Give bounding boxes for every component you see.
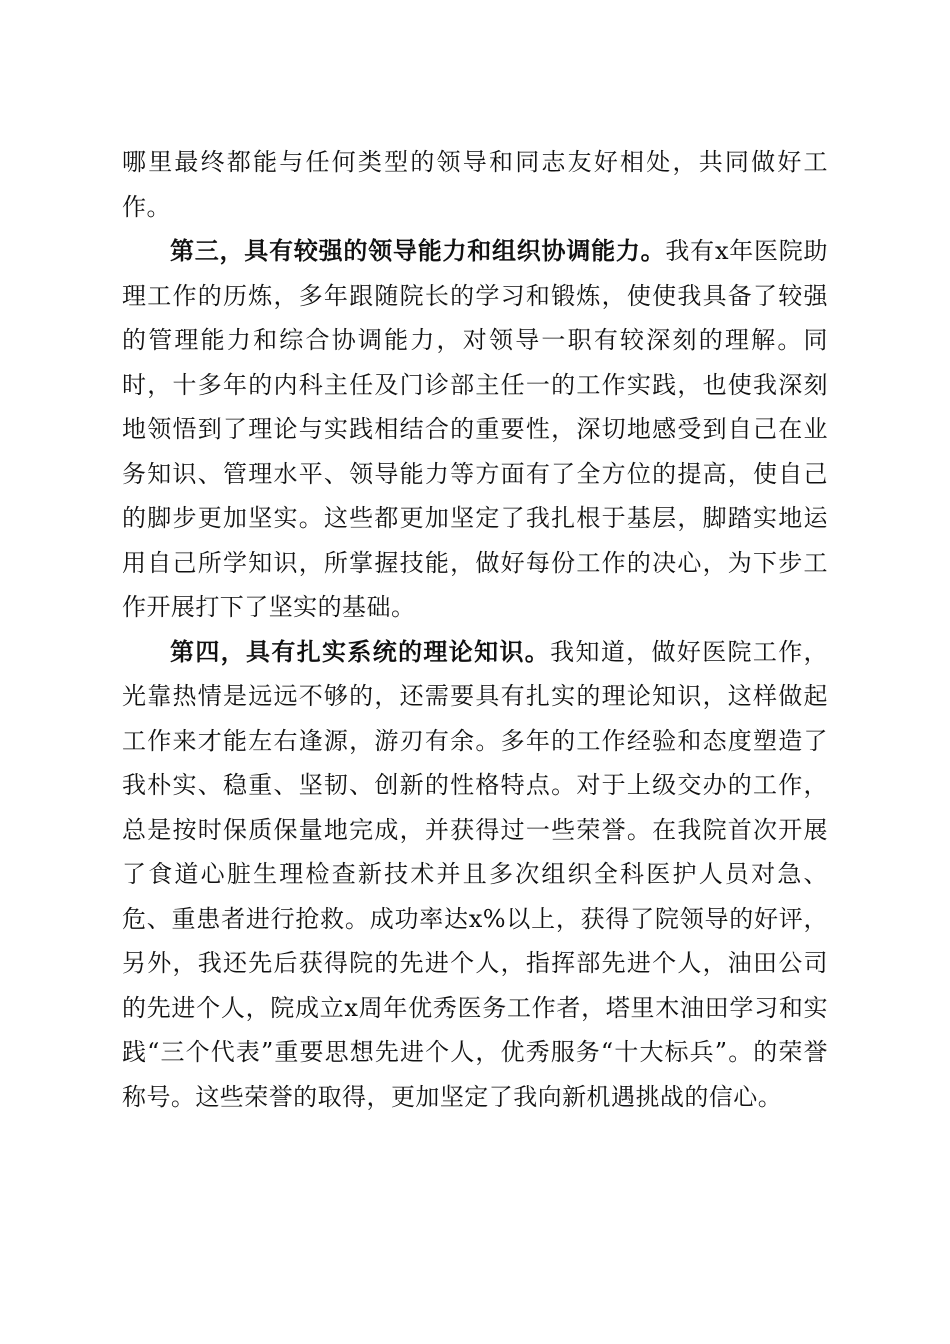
paragraph-text: 我知道，做好医院工作，光靠热情是远远不够的，还需要具有扎实的理论知识，这样做起工作来才能左右逢源，游刃有余。多年的工作经验和态度塑造了我朴实、稳重、坚韧、创新的性格特点。对于上级交办的工作，总是按时保质保量地完成，并获得过一些荣誉。在我院首次开展了食道心脏生理检查新技术并且多次组织全科医护人员对急、危、重患者进行抢救。成功率达x%以上，获得了院领导的好评，另外，我还先后获得院的先进个人，指挥部先进个人，油田公司的先进个人，院成立x周年优秀医务工作者，塔里木油田学习和实践“三个代表”重要思想先进个人，优秀服务“十大标兵”。的荣誉称号。这些荣誉的取得，更加坚定了我向新机遇挑战的信心。 [122,637,829,1111]
paragraph-text: 哪里最终都能与任何类型的领导和同志友好相处，共同做好工作。 [122,148,828,221]
paragraph-heading-third: 第三，具有较强的领导能力和组织协调能力。 [170,236,666,265]
document-body [122,140,828,1119]
paragraph-fourth-point [122,630,828,1120]
paragraph-continuation [122,140,828,229]
paragraph-third-point [122,229,828,630]
paragraph-heading-fourth: 第四，具有扎实系统的理论知识。 [170,636,551,666]
paragraph-text: 我有x年医院助理工作的历炼，多年跟随院长的学习和锻炼，使使我具备了较强的管理能力和综合协调能力，对领导一职有较深刻的理解。同时，十多年的内科主任及门诊部主任一的工作实践，也使我深刻地领悟到了理论与实践相结合的重要性，深切地感受到自己在业务知识、管理水平、领导能力等方面有了全方位的提高，使自己的脚步更加坚实。这些都更加坚定了我扎根于基层，脚踏实地运用自己所学知识，所掌握技能，做好每份工作的决心，为下步工作开展打下了坚实的基础。 [122,237,829,621]
